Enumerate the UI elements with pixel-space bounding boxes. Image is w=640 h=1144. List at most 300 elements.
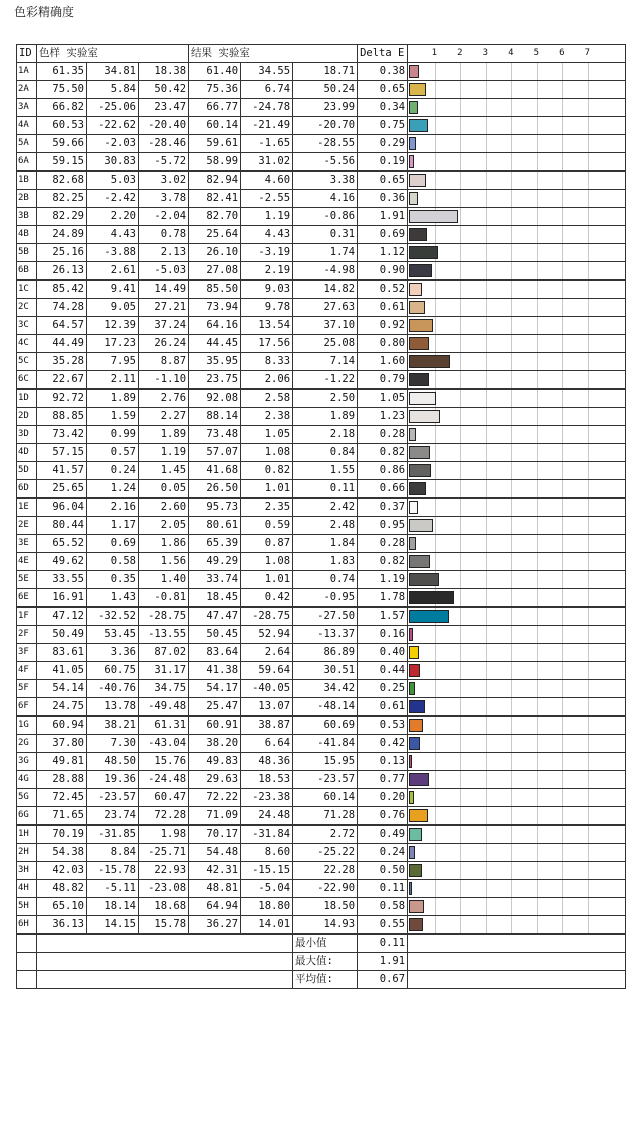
reference-lab-value: 2.20 — [87, 208, 139, 226]
delta-e-value: 0.37 — [358, 498, 408, 517]
reference-lab-value: 1.59 — [87, 408, 139, 426]
delta-e-bar-cell — [408, 190, 626, 208]
delta-e-bar — [409, 210, 458, 223]
scale-gridline — [562, 807, 563, 824]
reference-lab-value: 31.17 — [139, 662, 189, 680]
result-lab-value: 72.22 — [189, 789, 241, 807]
patch-id: 3E — [17, 535, 37, 553]
scale-gridline — [486, 553, 487, 570]
scale-gridline — [511, 717, 512, 734]
scale-gridline — [486, 680, 487, 697]
delta-e-bar-cell — [408, 81, 626, 99]
table-row — [17, 844, 626, 862]
scale-gridline — [537, 789, 538, 806]
table-row — [17, 353, 626, 371]
scale-gridline — [537, 117, 538, 134]
result-lab-value: 2.42 — [293, 498, 358, 517]
reference-lab-value: 17.23 — [87, 335, 139, 353]
patch-id: 4G — [17, 771, 37, 789]
scale-gridline — [511, 462, 512, 479]
reference-lab-value: 2.60 — [139, 498, 189, 517]
scale-gridline — [511, 317, 512, 334]
reference-lab-value: 82.25 — [37, 190, 87, 208]
reference-lab-value: -5.72 — [139, 153, 189, 172]
scale-gridline — [562, 589, 563, 606]
delta-e-bar — [409, 719, 423, 732]
scale-gridline — [588, 644, 589, 661]
scale-gridline — [562, 753, 563, 770]
reference-lab-value: 61.35 — [37, 63, 87, 81]
result-lab-value: 73.94 — [189, 299, 241, 317]
patch-id: 2D — [17, 408, 37, 426]
scale-gridline — [486, 262, 487, 279]
patch-id: 5B — [17, 244, 37, 262]
delta-e-value: 0.19 — [358, 153, 408, 172]
scale-gridline — [435, 226, 436, 243]
scale-gridline — [562, 626, 563, 643]
reference-lab-value: -24.48 — [139, 771, 189, 789]
table-row — [17, 535, 626, 553]
delta-e-value: 0.61 — [358, 299, 408, 317]
scale-gridline — [460, 81, 461, 98]
scale-gridline — [486, 844, 487, 861]
reference-lab-value: 54.14 — [37, 680, 87, 698]
scale-gridline — [486, 753, 487, 770]
reference-lab-value: 1.43 — [87, 589, 139, 608]
scale-gridline — [486, 353, 487, 370]
reference-lab-value: -49.48 — [139, 698, 189, 717]
reference-lab-value: -15.78 — [87, 862, 139, 880]
patch-id: 6F — [17, 698, 37, 717]
result-lab-value: 73.48 — [189, 426, 241, 444]
table-row — [17, 171, 626, 190]
scale-gridline — [588, 499, 589, 516]
result-lab-value: 33.74 — [189, 571, 241, 589]
scale-gridline — [511, 880, 512, 897]
scale-gridline — [435, 680, 436, 697]
scale-gridline — [562, 81, 563, 98]
scale-gridline — [435, 880, 436, 897]
reference-lab-value: 0.69 — [87, 535, 139, 553]
scale-gridline — [486, 299, 487, 316]
delta-e-bar — [409, 791, 414, 804]
reference-lab-value: 26.24 — [139, 335, 189, 353]
result-lab-value: -25.22 — [293, 844, 358, 862]
patch-id: 4F — [17, 662, 37, 680]
result-lab-value: 9.78 — [241, 299, 293, 317]
scale-gridline — [511, 807, 512, 824]
patch-id: 5A — [17, 135, 37, 153]
patch-id: 1E — [17, 498, 37, 517]
table-row — [17, 644, 626, 662]
reference-lab-value: 49.62 — [37, 553, 87, 571]
delta-e-bar-cell — [408, 680, 626, 698]
reference-lab-value: 9.05 — [87, 299, 139, 317]
scale-gridline — [435, 81, 436, 98]
scale-gridline — [537, 480, 538, 497]
reference-lab-value: 25.16 — [37, 244, 87, 262]
patch-id: 4B — [17, 226, 37, 244]
table-row — [17, 389, 626, 408]
reference-lab-value: 41.05 — [37, 662, 87, 680]
delta-e-value: 0.61 — [358, 698, 408, 717]
scale-tick-label: 2 — [457, 48, 463, 58]
reference-lab-value: 30.83 — [87, 153, 139, 172]
color-accuracy-table — [16, 44, 626, 989]
table-row — [17, 753, 626, 771]
scale-gridline — [460, 644, 461, 661]
table-row — [17, 898, 626, 916]
header-result-lab: 结果 实验室 — [189, 45, 358, 63]
result-lab-value: 66.77 — [189, 99, 241, 117]
result-lab-value: 27.63 — [293, 299, 358, 317]
result-lab-value: 61.40 — [189, 63, 241, 81]
reference-lab-value: 26.13 — [37, 262, 87, 281]
reference-lab-value: -20.40 — [139, 117, 189, 135]
delta-e-bar-cell — [408, 117, 626, 135]
header-reference-lab: 色样 实验室 — [37, 45, 189, 63]
scale-gridline — [537, 244, 538, 261]
scale-gridline — [486, 117, 487, 134]
delta-e-bar — [409, 610, 449, 623]
patch-id: 3A — [17, 99, 37, 117]
reference-lab-value: 23.74 — [87, 807, 139, 826]
reference-lab-value: 1.17 — [87, 517, 139, 535]
result-lab-value: 24.48 — [241, 807, 293, 826]
result-lab-value: -40.05 — [241, 680, 293, 698]
reference-lab-value: 0.24 — [87, 462, 139, 480]
delta-e-bar — [409, 573, 439, 586]
reference-lab-value: 41.57 — [37, 462, 87, 480]
scale-gridline — [588, 135, 589, 152]
scale-gridline — [460, 444, 461, 461]
scale-gridline — [486, 408, 487, 425]
delta-e-value: 0.82 — [358, 444, 408, 462]
result-lab-value: 48.36 — [241, 753, 293, 771]
color-accuracy-table-wrap — [16, 44, 625, 989]
scale-gridline — [537, 589, 538, 606]
scale-gridline — [537, 335, 538, 352]
delta-e-bar — [409, 192, 418, 205]
reference-lab-value: 3.78 — [139, 190, 189, 208]
scale-gridline — [562, 390, 563, 407]
scale-gridline — [562, 517, 563, 534]
scale-gridline — [537, 208, 538, 225]
reference-lab-value: 96.04 — [37, 498, 87, 517]
result-lab-value: 14.93 — [293, 916, 358, 935]
reference-lab-value: 37.80 — [37, 735, 87, 753]
result-lab-value: 34.42 — [293, 680, 358, 698]
result-lab-value: -5.04 — [241, 880, 293, 898]
reference-lab-value: -43.04 — [139, 735, 189, 753]
delta-e-bar-cell — [408, 371, 626, 390]
delta-e-value: 0.40 — [358, 644, 408, 662]
scale-gridline — [562, 317, 563, 334]
reference-lab-value: 0.35 — [87, 571, 139, 589]
delta-e-value: 0.49 — [358, 825, 408, 844]
scale-gridline — [537, 99, 538, 116]
delta-e-value: 0.66 — [358, 480, 408, 499]
scale-gridline — [511, 226, 512, 243]
reference-lab-value: -25.06 — [87, 99, 139, 117]
reference-lab-value: -5.03 — [139, 262, 189, 281]
delta-e-bar-cell — [408, 735, 626, 753]
result-lab-value: 3.38 — [293, 171, 358, 190]
reference-lab-value: 16.91 — [37, 589, 87, 608]
summary-value: 0.67 — [358, 971, 408, 989]
result-lab-value: 1.01 — [241, 571, 293, 589]
scale-gridline — [511, 735, 512, 752]
reference-lab-value: 34.81 — [87, 63, 139, 81]
delta-e-bar-cell — [408, 662, 626, 680]
delta-e-bar — [409, 264, 432, 277]
table-row — [17, 135, 626, 153]
scale-gridline — [537, 81, 538, 98]
result-lab-value: 0.82 — [241, 462, 293, 480]
summary-blank — [408, 971, 626, 989]
delta-e-bar-cell — [408, 153, 626, 172]
delta-e-bar-cell — [408, 771, 626, 789]
delta-e-bar-cell — [408, 317, 626, 335]
delta-e-value: 1.12 — [358, 244, 408, 262]
summary-value: 1.91 — [358, 953, 408, 971]
scale-gridline — [588, 553, 589, 570]
reference-lab-value: 37.24 — [139, 317, 189, 335]
delta-e-bar — [409, 882, 412, 895]
scale-gridline — [562, 117, 563, 134]
result-lab-value: 0.84 — [293, 444, 358, 462]
reference-lab-value: 61.31 — [139, 716, 189, 735]
scale-gridline — [511, 844, 512, 861]
scale-gridline — [460, 880, 461, 897]
delta-e-value: 0.20 — [358, 789, 408, 807]
scale-gridline — [460, 626, 461, 643]
scale-gridline — [511, 99, 512, 116]
table-row — [17, 480, 626, 499]
reference-lab-value: 2.13 — [139, 244, 189, 262]
scale-gridline — [486, 771, 487, 788]
scale-gridline — [537, 862, 538, 879]
delta-e-bar-cell — [408, 880, 626, 898]
scale-gridline — [537, 281, 538, 298]
patch-id: 2A — [17, 81, 37, 99]
scale-gridline — [435, 426, 436, 443]
reference-lab-value: -40.76 — [87, 680, 139, 698]
delta-e-value: 0.28 — [358, 535, 408, 553]
reference-lab-value: 88.85 — [37, 408, 87, 426]
delta-e-bar — [409, 283, 422, 296]
reference-lab-value: 1.56 — [139, 553, 189, 571]
scale-gridline — [435, 662, 436, 679]
scale-gridline — [562, 499, 563, 516]
reference-lab-value: 18.68 — [139, 898, 189, 916]
patch-id: 6C — [17, 371, 37, 390]
delta-e-bar — [409, 301, 425, 314]
scale-gridline — [435, 844, 436, 861]
delta-e-value: 0.65 — [358, 81, 408, 99]
scale-gridline — [486, 735, 487, 752]
scale-gridline — [588, 462, 589, 479]
scale-gridline — [486, 807, 487, 824]
scale-gridline — [562, 698, 563, 715]
delta-e-value: 1.60 — [358, 353, 408, 371]
patch-id: 5F — [17, 680, 37, 698]
scale-gridline — [486, 535, 487, 552]
scale-gridline — [486, 135, 487, 152]
delta-e-value: 0.65 — [358, 171, 408, 190]
scale-gridline — [588, 317, 589, 334]
result-lab-value: 75.36 — [189, 81, 241, 99]
reference-lab-value: 5.03 — [87, 171, 139, 190]
delta-e-value: 0.77 — [358, 771, 408, 789]
result-lab-value: 59.64 — [241, 662, 293, 680]
result-lab-value: 30.51 — [293, 662, 358, 680]
scale-gridline — [511, 117, 512, 134]
delta-e-value: 0.28 — [358, 426, 408, 444]
result-lab-value: 1.19 — [241, 208, 293, 226]
scale-tick-label: 4 — [508, 48, 514, 58]
table-row — [17, 299, 626, 317]
reference-lab-value: 15.78 — [139, 916, 189, 935]
scale-gridline — [562, 898, 563, 915]
reference-lab-value: 72.45 — [37, 789, 87, 807]
reference-lab-value: 0.78 — [139, 226, 189, 244]
result-lab-value: -13.37 — [293, 626, 358, 644]
scale-gridline — [537, 426, 538, 443]
scale-gridline — [588, 862, 589, 879]
reference-lab-value: 24.75 — [37, 698, 87, 717]
reference-lab-value: 18.14 — [87, 898, 139, 916]
result-lab-value: -4.98 — [293, 262, 358, 281]
result-lab-value: 58.99 — [189, 153, 241, 172]
summary-blank — [17, 971, 37, 989]
scale-gridline — [588, 353, 589, 370]
reference-lab-value: 60.94 — [37, 716, 87, 735]
result-lab-value: 86.89 — [293, 644, 358, 662]
patch-id: 2H — [17, 844, 37, 862]
result-lab-value: -23.38 — [241, 789, 293, 807]
reference-lab-value: 53.45 — [87, 626, 139, 644]
scale-gridline — [511, 571, 512, 588]
reference-lab-value: 14.15 — [87, 916, 139, 935]
delta-e-value: 1.91 — [358, 208, 408, 226]
reference-lab-value: 1.89 — [87, 389, 139, 408]
scale-gridline — [588, 190, 589, 207]
scale-gridline — [435, 517, 436, 534]
delta-e-bar-cell — [408, 408, 626, 426]
table-row — [17, 81, 626, 99]
delta-e-bar — [409, 392, 436, 405]
reference-lab-value: 19.36 — [87, 771, 139, 789]
patch-id: 1H — [17, 825, 37, 844]
scale-gridline — [460, 499, 461, 516]
scale-gridline — [486, 208, 487, 225]
summary-blank — [37, 953, 293, 971]
result-lab-value: -21.49 — [241, 117, 293, 135]
scale-gridline — [588, 735, 589, 752]
delta-e-value: 0.13 — [358, 753, 408, 771]
scale-gridline — [486, 916, 487, 933]
result-lab-value: 25.08 — [293, 335, 358, 353]
patch-id: 1D — [17, 389, 37, 408]
scale-gridline — [511, 390, 512, 407]
reference-lab-value: 28.88 — [37, 771, 87, 789]
scale-gridline — [486, 517, 487, 534]
scale-gridline — [588, 916, 589, 933]
reference-lab-value: 7.30 — [87, 735, 139, 753]
scale-gridline — [435, 535, 436, 552]
table-row — [17, 825, 626, 844]
delta-e-value: 0.25 — [358, 680, 408, 698]
result-lab-value: 2.06 — [241, 371, 293, 390]
reference-lab-value: 74.28 — [37, 299, 87, 317]
result-lab-value: 48.81 — [189, 880, 241, 898]
patch-id: 2B — [17, 190, 37, 208]
result-lab-value: -2.55 — [241, 190, 293, 208]
reference-lab-value: -32.52 — [87, 607, 139, 626]
reference-lab-value: 2.05 — [139, 517, 189, 535]
scale-gridline — [588, 807, 589, 824]
delta-e-value: 0.44 — [358, 662, 408, 680]
result-lab-value: 4.60 — [241, 171, 293, 190]
scale-gridline — [588, 408, 589, 425]
delta-e-bar-cell — [408, 844, 626, 862]
scale-gridline — [562, 135, 563, 152]
patch-id: 5G — [17, 789, 37, 807]
delta-e-bar — [409, 828, 421, 841]
patch-id: 6D — [17, 480, 37, 499]
reference-lab-value: 38.21 — [87, 716, 139, 735]
reference-lab-value: 1.40 — [139, 571, 189, 589]
scale-gridline — [588, 244, 589, 261]
scale-gridline — [537, 571, 538, 588]
scale-gridline — [588, 226, 589, 243]
scale-gridline — [511, 662, 512, 679]
reference-lab-value: 2.76 — [139, 389, 189, 408]
reference-lab-value: 42.03 — [37, 862, 87, 880]
patch-id: 3B — [17, 208, 37, 226]
result-lab-value: 8.33 — [241, 353, 293, 371]
reference-lab-value: 59.66 — [37, 135, 87, 153]
scale-gridline — [435, 335, 436, 352]
scale-gridline — [460, 662, 461, 679]
result-lab-value: 2.48 — [293, 517, 358, 535]
result-lab-value: -0.86 — [293, 208, 358, 226]
scale-gridline — [435, 499, 436, 516]
scale-gridline — [435, 916, 436, 933]
delta-e-bar-cell — [408, 99, 626, 117]
scale-gridline — [435, 172, 436, 189]
scale-gridline — [486, 698, 487, 715]
delta-e-bar-cell — [408, 462, 626, 480]
result-lab-value: 1.08 — [241, 553, 293, 571]
delta-e-value: 0.50 — [358, 862, 408, 880]
scale-gridline — [537, 390, 538, 407]
delta-e-value: 0.75 — [358, 117, 408, 135]
delta-e-bar — [409, 355, 450, 368]
scale-gridline — [511, 63, 512, 80]
patch-id: 1A — [17, 63, 37, 81]
scale-gridline — [511, 589, 512, 606]
delta-e-bar-cell — [408, 171, 626, 190]
reference-lab-value: -2.03 — [87, 135, 139, 153]
result-lab-value: 1.08 — [241, 444, 293, 462]
reference-lab-value: 7.95 — [87, 353, 139, 371]
table-row — [17, 226, 626, 244]
result-lab-value: 2.50 — [293, 389, 358, 408]
delta-e-bar — [409, 700, 425, 713]
reference-lab-value: 44.49 — [37, 335, 87, 353]
